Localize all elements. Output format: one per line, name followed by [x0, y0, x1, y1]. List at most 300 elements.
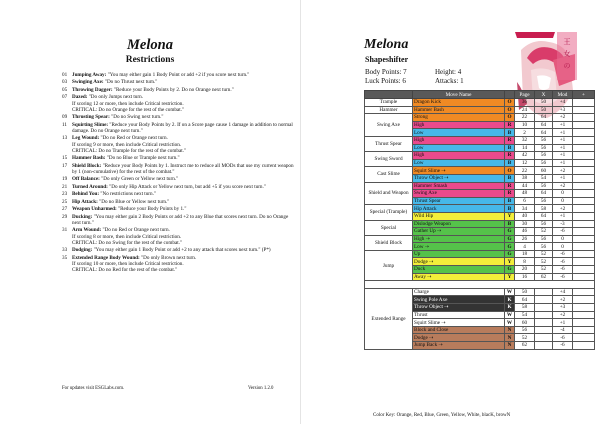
- restriction-text: [72, 87, 294, 93]
- move-plus: [573, 152, 595, 160]
- restriction-text: [72, 255, 294, 274]
- move-page: 26: [515, 235, 535, 243]
- move-color-code: Y: [505, 258, 515, 266]
- spacer-row: [365, 281, 595, 289]
- move-name: Jump Back ⇢: [413, 342, 505, 350]
- restriction-name: Extended Range Body Wound:: [72, 254, 140, 261]
- move-page: 36: [515, 99, 535, 107]
- move-mod: -6: [553, 228, 573, 236]
- move-page: 42: [515, 152, 535, 160]
- move-x: [535, 334, 553, 342]
- restriction-item: [62, 184, 294, 190]
- restriction-number: 23: [62, 191, 68, 198]
- move-plus: [573, 190, 595, 198]
- move-color-code: G: [505, 250, 515, 258]
- move-group: Cast Slime: [365, 167, 413, 182]
- move-group: Trample: [365, 99, 413, 107]
- restriction-number: 25: [62, 198, 68, 205]
- move-mod: +2: [553, 114, 573, 122]
- move-name: Dodge ⇢: [413, 258, 505, 266]
- move-row: [365, 220, 595, 228]
- move-x: 52: [535, 258, 553, 266]
- header-plus: +: [573, 91, 595, 99]
- restriction-text: [72, 122, 294, 135]
- restriction-text: [72, 72, 294, 78]
- move-plus: [573, 114, 595, 122]
- restriction-number: 17: [62, 162, 68, 169]
- move-group: Extended Range: [365, 288, 413, 349]
- move-color-code: K: [505, 304, 515, 312]
- move-page: 2: [515, 129, 535, 137]
- move-name: Gather Up ⇢: [413, 228, 505, 236]
- move-row: [365, 152, 595, 160]
- move-name: Charge: [413, 288, 505, 296]
- restriction-text: [72, 206, 294, 212]
- move-color-code: W: [505, 311, 515, 319]
- move-mod: -6: [553, 334, 573, 342]
- move-mod: 0: [553, 243, 573, 251]
- move-x: [535, 296, 553, 304]
- restriction-name: Throwing Dagger:: [72, 86, 113, 93]
- restriction-body: "Do no Thrust next turn.": [103, 79, 158, 86]
- restriction-body: "No restrictions next turn.": [99, 191, 156, 198]
- move-name: Throw Object ⇢: [413, 304, 505, 312]
- move-plus: [573, 243, 595, 251]
- move-name: Dodge ⇢: [413, 334, 505, 342]
- restriction-body: "Reduce your Body Points by 2. If on a Score page cause 1 damage in addition to normal damage. Do no Orange next turn.": [72, 121, 293, 134]
- svg-text:女: 女: [563, 50, 571, 58]
- move-mod: -6: [553, 342, 573, 350]
- restriction-text: [72, 184, 294, 190]
- restriction-body: "Do no Swing next turn.": [109, 114, 164, 121]
- move-page: 12: [515, 159, 535, 167]
- restriction-body: "You may either gain 2 Body Points or add +2 to any Blue that scores next turn. Do no Orange next turn.": [72, 213, 289, 226]
- move-color-code: R: [505, 190, 515, 198]
- move-x: 56: [535, 235, 553, 243]
- restriction-item: [62, 176, 294, 182]
- restriction-body: "Do no Blue or Yellow next turn.": [97, 198, 170, 205]
- move-page: 56: [515, 326, 535, 334]
- move-row: [365, 205, 595, 213]
- move-name: Swing Axe: [413, 190, 505, 198]
- move-page: 16: [515, 273, 535, 281]
- move-page: 34: [515, 205, 535, 213]
- restriction-name: Shield Block:: [72, 162, 102, 169]
- move-plus: [573, 250, 595, 258]
- move-mod: -6: [553, 266, 573, 274]
- move-row: [365, 250, 595, 258]
- header-x: X: [535, 91, 553, 99]
- move-plus: [573, 326, 595, 334]
- move-x: 58: [535, 205, 553, 213]
- move-color-code: R: [505, 136, 515, 144]
- move-plus: [573, 99, 595, 107]
- updates-note: For updates visit ESGLabs.com.: [62, 386, 125, 391]
- restriction-name: Thrusting Spear:: [72, 114, 110, 121]
- move-page: 52: [515, 334, 535, 342]
- move-page: 32: [515, 136, 535, 144]
- restrictions-list: [62, 72, 294, 275]
- restriction-item: [62, 199, 294, 205]
- move-plus: [573, 266, 595, 274]
- move-row: [365, 182, 595, 190]
- restriction-body: "Do only Hip Attack or Yellow next turn, but add +5 if you score next turn.": [107, 183, 266, 190]
- move-mod: +4: [553, 99, 573, 107]
- move-name: Hammer Bash: [413, 106, 505, 114]
- restriction-name: Turned Around:: [72, 183, 108, 190]
- move-color-code: N: [505, 334, 515, 342]
- luck-points: Luck Points: 6: [365, 77, 406, 85]
- move-name: Squirt Slime ⇢: [413, 319, 505, 327]
- move-plus: [573, 342, 595, 350]
- header-move-name: Move Name: [413, 91, 505, 99]
- move-x: 52: [535, 250, 553, 258]
- move-mod: +1: [553, 152, 573, 160]
- restriction-text: [72, 199, 294, 205]
- restriction-text: [72, 227, 294, 246]
- move-name: Hammer Smash: [413, 182, 505, 190]
- header-page: Page: [515, 91, 535, 99]
- move-x: 62: [535, 273, 553, 281]
- move-mod: 0: [553, 190, 573, 198]
- move-mod: +1: [553, 174, 573, 182]
- move-color-code: R: [505, 182, 515, 190]
- move-color-code: G: [505, 228, 515, 236]
- restriction-text: [72, 155, 294, 161]
- move-name: Throw Object ⇢: [413, 174, 505, 182]
- move-page: 48: [515, 190, 535, 198]
- move-group: Special (Trample): [365, 205, 413, 220]
- move-mod: -6: [553, 258, 573, 266]
- move-x: 64: [535, 114, 553, 122]
- move-group: Swing Sword: [365, 152, 413, 167]
- restriction-item: [62, 214, 294, 227]
- move-x: [535, 288, 553, 296]
- move-plus: [573, 167, 595, 175]
- move-x: 56: [535, 144, 553, 152]
- move-color-code: O: [505, 106, 515, 114]
- move-row: [365, 114, 595, 122]
- move-mod: +2: [553, 182, 573, 190]
- move-name: Block and Close: [413, 326, 505, 334]
- restriction-body: "Do only Green or Yellow next turn.": [99, 176, 179, 183]
- restriction-number: 29: [62, 213, 68, 220]
- attacks-stat: Attacks: 1: [435, 77, 464, 85]
- move-page: 10: [515, 121, 535, 129]
- move-page: 40: [515, 212, 535, 220]
- move-row: [365, 99, 595, 107]
- move-plus: [573, 228, 595, 236]
- restriction-item: [62, 247, 294, 253]
- restriction-name: Hip Attack:: [72, 198, 98, 205]
- move-group: Jump: [365, 250, 413, 280]
- restriction-name: Squirting Slime:: [72, 121, 109, 128]
- restriction-item: [62, 155, 294, 161]
- move-name: Low ⇢: [413, 243, 505, 251]
- move-page: 18: [515, 250, 535, 258]
- move-mod: +2: [553, 167, 573, 175]
- move-plus: [573, 235, 595, 243]
- move-row: [365, 167, 595, 175]
- move-color-code: B: [505, 197, 515, 205]
- move-color-code: Y: [505, 273, 515, 281]
- move-color-code: G: [505, 266, 515, 274]
- restriction-name: Leg Wound:: [72, 135, 100, 142]
- move-color-code: O: [505, 167, 515, 175]
- move-plus: [573, 220, 595, 228]
- move-page: 50: [515, 288, 535, 296]
- move-plus: [573, 129, 595, 137]
- character-sheet-page: [301, 0, 600, 424]
- move-page: 54: [515, 311, 535, 319]
- restriction-item: [62, 94, 294, 113]
- move-color-code: Y: [505, 212, 515, 220]
- restriction-name: Arm Wound:: [72, 227, 102, 234]
- move-name: Squirt Slime ⇢: [413, 167, 505, 175]
- move-color-code: B: [505, 174, 515, 182]
- move-color-code: O: [505, 114, 515, 122]
- move-mod: +3: [553, 304, 573, 312]
- move-x: 64: [535, 121, 553, 129]
- move-color-code: O: [505, 99, 515, 107]
- restriction-item: [62, 206, 294, 212]
- move-x: 56: [535, 159, 553, 167]
- restriction-name: Swinging Axe:: [72, 79, 104, 86]
- restriction-number: 19: [62, 176, 68, 183]
- move-mod: +1: [553, 144, 573, 152]
- version-label: Version 1.2.0: [248, 386, 274, 391]
- move-page: 4: [515, 243, 535, 251]
- move-group: Shield and Weapon: [365, 182, 413, 205]
- move-name: Low: [413, 129, 505, 137]
- restriction-number: 03: [62, 79, 68, 86]
- restriction-name: Jumping Away:: [72, 72, 107, 78]
- character-name: Melona: [127, 37, 173, 53]
- move-name: High: [413, 152, 505, 160]
- move-name: Dislodge Weapon: [413, 220, 505, 228]
- move-page: 60: [515, 319, 535, 327]
- move-page: 22: [515, 114, 535, 122]
- restriction-text: [72, 214, 294, 227]
- svg-text:の: の: [563, 62, 571, 70]
- restriction-body: "Do only Brown next turn. If scoring 10 or more, then include Critical restriction. CRITICAL: Do no Red for the rest of the combat.": [72, 254, 197, 274]
- header-color-code: [505, 91, 515, 99]
- restriction-item: [62, 135, 294, 154]
- move-x: 56: [535, 152, 553, 160]
- move-plus: [573, 288, 595, 296]
- move-color-code: G: [505, 243, 515, 251]
- restriction-body: "You may either gain 1 Body Point or add +2 to any attack that scores next turn." (P*): [92, 247, 271, 254]
- move-page: 46: [515, 228, 535, 236]
- move-color-code: B: [505, 129, 515, 137]
- svg-text:王: 王: [563, 38, 571, 46]
- restriction-number: 27: [62, 206, 68, 213]
- move-group: Special: [365, 220, 413, 235]
- restriction-text: [72, 114, 294, 120]
- move-page: 20: [515, 266, 535, 274]
- move-page: 44: [515, 182, 535, 190]
- move-plus: [573, 205, 595, 213]
- move-x: [535, 342, 553, 350]
- restriction-text: [72, 247, 294, 253]
- restriction-item: [62, 79, 294, 85]
- restriction-text: [72, 163, 294, 176]
- move-mod: -6: [553, 273, 573, 281]
- move-page: 38: [515, 174, 535, 182]
- restriction-text: [72, 79, 294, 85]
- move-plus: [573, 174, 595, 182]
- restriction-number: 35: [62, 254, 68, 261]
- restriction-name: Hammer Bash:: [72, 155, 106, 162]
- move-mod: +1: [553, 129, 573, 137]
- move-color-code: B: [505, 159, 515, 167]
- move-mod: +2: [553, 296, 573, 304]
- move-color-code: N: [505, 326, 515, 334]
- restriction-item: [62, 114, 294, 120]
- move-x: [535, 311, 553, 319]
- move-mod: +4: [553, 288, 573, 296]
- move-row: [365, 106, 595, 114]
- restriction-item: [62, 191, 294, 197]
- move-x: 56: [535, 220, 553, 228]
- restriction-body: "Do no Blue or Trample next turn.": [105, 155, 180, 162]
- move-plus: [573, 197, 595, 205]
- move-x: 60: [535, 167, 553, 175]
- page-subtitle: Restrictions: [125, 55, 175, 65]
- move-page: 30: [515, 220, 535, 228]
- move-row: [365, 235, 595, 243]
- move-mod: +2: [553, 311, 573, 319]
- move-plus: [573, 273, 595, 281]
- move-mod: -3: [553, 220, 573, 228]
- move-color-code: B: [505, 220, 515, 228]
- move-group: Thrust Spear: [365, 136, 413, 151]
- move-plus: [573, 159, 595, 167]
- restriction-item: [62, 163, 294, 176]
- restriction-number: 33: [62, 247, 68, 254]
- restriction-number: 05: [62, 86, 68, 93]
- header-group: [365, 91, 413, 99]
- move-plus: [573, 319, 595, 327]
- body-points: Body Points: 7: [365, 68, 407, 76]
- move-x: 64: [535, 212, 553, 220]
- color-key: Color Key: Orange, Red, Blue, Green, Yellow, White, blacK, browN: [373, 413, 511, 418]
- move-mod: -4: [553, 326, 573, 334]
- move-page: 14: [515, 144, 535, 152]
- move-plus: [573, 121, 595, 129]
- character-name: Melona: [364, 37, 409, 52]
- move-plus: [573, 296, 595, 304]
- move-color-code: W: [505, 319, 515, 327]
- move-mod: +1: [553, 136, 573, 144]
- move-x: [535, 304, 553, 312]
- move-page: 62: [515, 342, 535, 350]
- move-page: 8: [515, 258, 535, 266]
- restriction-body: "Reduce your Body Points by 2. Do no Orange next turn.": [112, 86, 234, 93]
- move-x: 56: [535, 243, 553, 251]
- restriction-number: 11: [62, 121, 67, 128]
- restriction-body: "Reduce your Body Points by 1. Instruct me to reduce all MODs that use my current weapon by 1 (non-cumulative) for the rest of the combat.": [72, 162, 294, 175]
- move-x: 52: [535, 266, 553, 274]
- move-x: 64: [535, 190, 553, 198]
- move-x: 54: [535, 174, 553, 182]
- move-name: Hip Attack: [413, 205, 505, 213]
- move-x: 52: [535, 228, 553, 236]
- restriction-item: [62, 72, 294, 78]
- move-page: 58: [515, 304, 535, 312]
- restriction-name: Ducking:: [72, 213, 93, 220]
- restriction-body: "Do no Red or Orange next turn. If scoring 9 or more, then include Critical restriction. CRITICAL: Do no Trample for the rest of the combat.": [72, 135, 187, 154]
- move-name: High: [413, 121, 505, 129]
- restriction-text: [72, 191, 294, 197]
- move-group: Swing Axe: [365, 114, 413, 137]
- move-row: [365, 281, 595, 289]
- move-mod: +2: [553, 205, 573, 213]
- move-group: Shield Block: [365, 235, 413, 250]
- restriction-number: 21: [62, 183, 68, 190]
- move-plus: [573, 144, 595, 152]
- move-table-body: [365, 99, 595, 350]
- move-plus: [573, 212, 595, 220]
- restriction-number: 13: [62, 135, 68, 142]
- move-x: 50: [535, 106, 553, 114]
- move-name: High ⇢: [413, 235, 505, 243]
- move-name: Duck: [413, 266, 505, 274]
- move-name: Strong: [413, 114, 505, 122]
- move-name: Dragon Kick: [413, 99, 505, 107]
- restriction-item: [62, 122, 294, 135]
- restriction-name: Dazed:: [72, 94, 88, 101]
- move-x: [535, 319, 553, 327]
- move-mod: +1: [553, 212, 573, 220]
- move-name: Swing Pole Axe: [413, 296, 505, 304]
- restriction-item: [62, 87, 294, 93]
- restriction-name: Dodging:: [72, 247, 93, 254]
- move-x: 56: [535, 197, 553, 205]
- restriction-number: 15: [62, 155, 68, 162]
- restriction-number: 07: [62, 94, 68, 101]
- restriction-number: 31: [62, 227, 68, 234]
- move-color-code: R: [505, 121, 515, 129]
- restriction-number: 09: [62, 114, 68, 121]
- restriction-name: Off Balance:: [72, 176, 100, 183]
- restriction-body: "Do only Jumps next turn. If scoring 12 or more, then include Critical restriction. CRITICAL: Do no Orange for the rest of the combat.": [72, 94, 185, 113]
- restriction-name: Weapon Unharmed:: [72, 206, 117, 213]
- restriction-text: [72, 176, 294, 182]
- move-mod: +1: [553, 319, 573, 327]
- move-mod: -6: [553, 250, 573, 258]
- move-mod: +1: [553, 159, 573, 167]
- move-plus: [573, 311, 595, 319]
- restriction-text: [72, 135, 294, 154]
- move-x: 56: [535, 136, 553, 144]
- move-table: [364, 90, 595, 350]
- move-page: 64: [515, 296, 535, 304]
- move-name: Low: [413, 159, 505, 167]
- move-color-code: G: [505, 235, 515, 243]
- move-mod: +3: [553, 106, 573, 114]
- move-color-code: W: [505, 288, 515, 296]
- move-group: Hammer: [365, 106, 413, 114]
- move-color-code: B: [505, 205, 515, 213]
- move-plus: [573, 258, 595, 266]
- move-table-header: [365, 91, 595, 99]
- restriction-body: "Do no Red or Orange next turn. If scoring 8 or more, then include Critical restriction. CRITICAL: Do no Swing for the rest of the combat.": [72, 227, 183, 246]
- height-stat: Height: 4: [435, 68, 462, 76]
- move-name: Wild Hip: [413, 212, 505, 220]
- move-plus: [573, 106, 595, 114]
- move-name: Away ⇢: [413, 273, 505, 281]
